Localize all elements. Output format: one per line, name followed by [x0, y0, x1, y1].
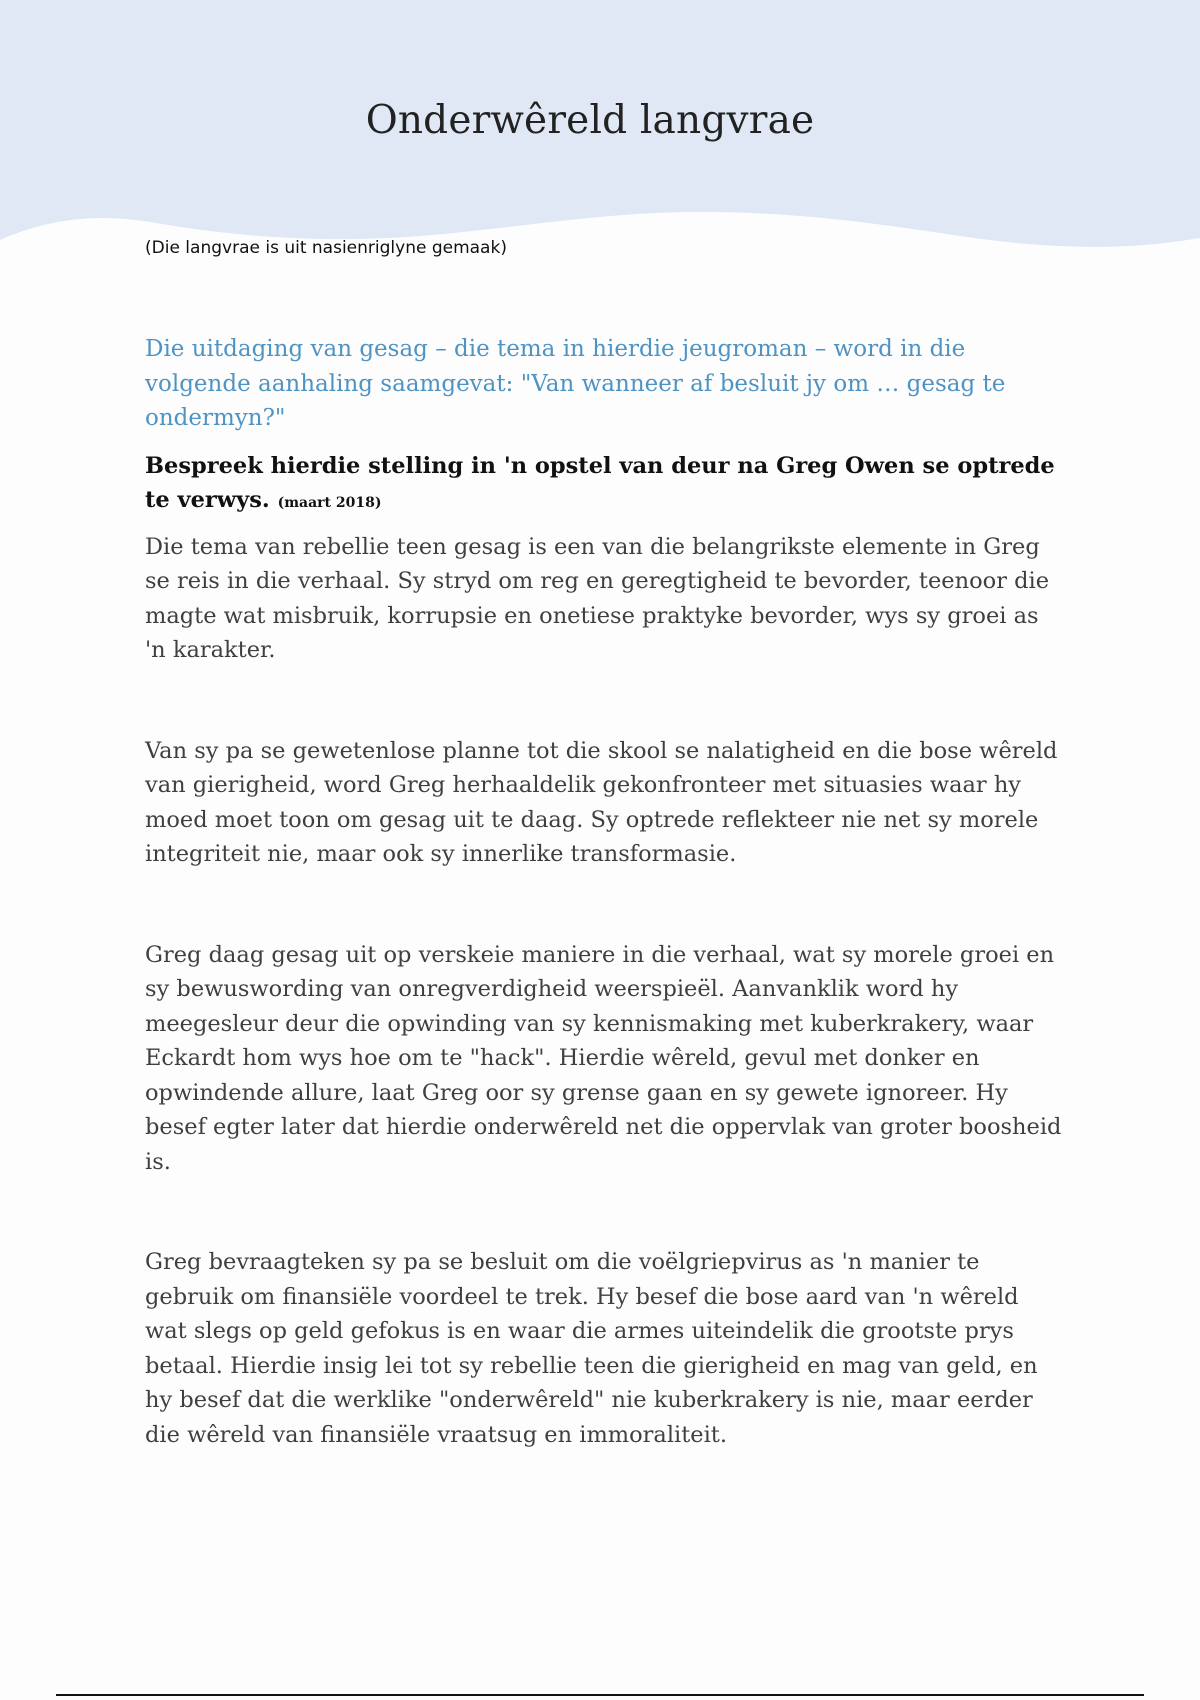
- essay-paragraph: Greg bevraagteken sy pa se besluit om die voëlgriepvirus as 'n manier te gebruik om finansiële voordeel te trek. Hy besef die bose aard van 'n wêreld wat slegs op geld gefokus is en waar die armes uiteindelik die grootste prys betaal. Hierdie insig lei tot sy rebellie teen die gierigheid en mag van geld, en hy besef dat die werklike "onderwêreld" nie kuberkrakery is nie, maar eerder die wêreld van finansiële vraatsug en immoraliteit.: [145, 1249, 1038, 1448]
- essay-paragraph: Van sy pa se gewetenlose planne tot die skool se nalatigheid en die bose wêreld van gierigheid, word Greg herhaaldelik gekonfronteer met situasies waar hy moed moet toon om gesag uit te daag. Sy optrede reflekteer nie net sy morele integriteit nie, maar ook sy innerlike transformasie.: [145, 737, 1058, 867]
- question-instruction: [145, 449, 1065, 521]
- page-title: Onderwêreld langvrae: [365, 98, 815, 143]
- essay-paragraph: Greg daag gesag uit op verskeie maniere in die verhaal, wat sy morele groei en sy bewuswording van onregverdigheid weerspieël. Aanvanklik word hy meegesleur deur die opwinding van sy kennismaking met kuberkrakery, waar Eckardt hom wys hoe om te "hack". Hierdie wêreld, gevul met donker en opwindende allure, laat Greg oor sy grense gaan en sy gewete ignoreer. Hy besef egter later dat hierdie onderwêreld net die oppervlak van groter boosheid is.: [145, 941, 1062, 1175]
- footer-divider: [56, 1694, 1144, 1696]
- question-quote: Die uitdaging van gesag – die tema in hierdie jeugroman – word in die volgende aanhaling saamgevat: "Van wanneer af besluit jy om … gesag te ondermyn?": [145, 336, 1006, 431]
- source-note: (Die langvrae is uit nasienriglyne gemaak): [145, 238, 507, 258]
- exam-date: (maart 2018): [277, 495, 382, 511]
- document-body: [145, 332, 1065, 1452]
- essay-paragraph: Die tema van rebellie teen gesag is een van die belangrikste elemente in Greg se reis in die verhaal. Sy stryd om reg en geregtigheid te bevorder, teenoor die magte wat misbruik, korrupsie en onetiese praktyke bevorder, wys sy groei as 'n karakter.: [145, 533, 1050, 663]
- instruction-text: Bespreek hierdie stelling in 'n opstel van deur na Greg Owen se optrede te verwys.: [145, 452, 1055, 513]
